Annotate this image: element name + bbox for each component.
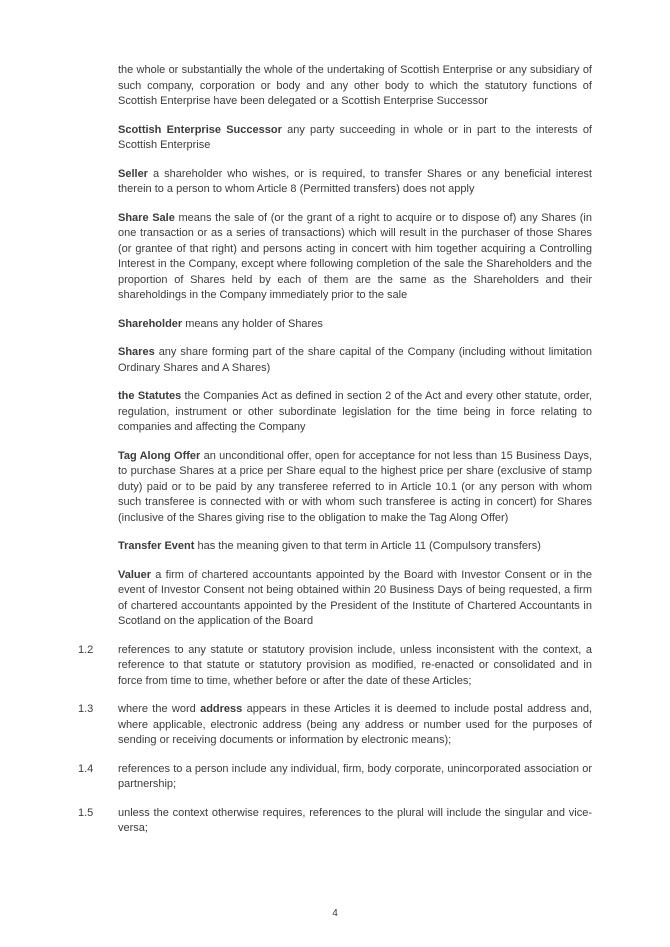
clause-text-segment: appears in these Articles it is deemed to include postal address and, where applicable, electronic address (being any address or number used for the purposes of sending or receiving documents or information by electronic means); [118, 703, 592, 746]
clause-number: 1.4 [78, 762, 94, 775]
definition-term: Tag Along Offer [118, 449, 201, 462]
page-footer [0, 908, 670, 919]
clause-1-4 [78, 762, 592, 793]
clause-number: 1.5 [78, 806, 94, 819]
definition-term: Shares [118, 346, 155, 358]
definition-text: a firm of chartered accountants appointed by the Board with Investor Consent or in the event of Investor Consent not being obtained within 20 Business Days of being requested, a firm of chartered accountants appointed by the President of the Institute of Chartered Accountants in Scotland on the application of the Board [118, 568, 592, 627]
clause-text [118, 806, 592, 837]
clause-bold-word: address [200, 703, 243, 715]
definition-the-statutes [118, 389, 592, 436]
definition-term: Transfer Event [118, 540, 195, 552]
definition-text: a shareholder who wishes, or is required, to transfer Shares or any beneficial interest therein to a person to whom Article 8 (Permitted transfers) does not apply [118, 167, 592, 195]
clause-number: 1.3 [78, 703, 94, 715]
definition-term: Valuer [118, 568, 152, 581]
definition-tag-along-offer [118, 449, 592, 527]
definition-term: Scottish Enterprise Successor [118, 123, 282, 136]
definition-shares [118, 345, 592, 376]
definition-term: Share Sale [118, 211, 175, 224]
clause-text-segment: references to any statute or statutory provision include, unless inconsistent with the context, a reference to that statute or statutory provision as modified, re-enacted or consolidated and in force from time to time, whether before or after the date of these Articles; [118, 643, 592, 687]
clause-1-2 [78, 643, 592, 690]
definition-text: any party succeeding in whole or in part to the interests of Scottish Enterprise [118, 123, 592, 151]
clause-text-segment: references to a person include any individual, firm, body corporate, unincorporated association or partnership; [118, 762, 592, 790]
clause-text-segment: where the word [118, 703, 201, 715]
definition-shareholder [118, 317, 592, 333]
clause-text [118, 643, 592, 690]
definition-text: the Companies Act as defined in section 2 of the Act and every other statute, order, regulation, instrument or other subordinate legislation for the time being in force relating to companies and affecting the Company [118, 390, 592, 433]
definition-seller [118, 167, 592, 198]
definition-continuation-paragraph [118, 63, 592, 110]
definition-term: Seller [118, 167, 148, 180]
definition-valuer [118, 568, 592, 630]
definition-text: an unconditional offer, open for acceptance for not less than 15 Business Days, to purchase Shares at a price per Share equal to the highest price per share (exclusive of stamp duty) paid or to be paid by any transferee referred to in Article 10.1 (or any person with whom such transferee is connected with or with whom such transferee is acting in concert) for Shares (inclusive of the Shares giving rise to the obligation to make the Tag Along Offer) [118, 449, 593, 524]
clause-text [118, 702, 592, 749]
definition-transfer-event [118, 539, 592, 555]
clause-text [118, 762, 592, 793]
definition-text: has the meaning given to that term in Article 11 (Compulsory transfers) [197, 540, 541, 552]
clause-text-segment: unless the context otherwise requires, references to the plural will include the singular and vice-versa; [118, 806, 592, 834]
page-number: 4 [332, 908, 338, 919]
clause-1-5 [78, 806, 592, 837]
definition-text: any share forming part of the share capital of the Company (including without limitation Ordinary Shares and A Shares) [118, 346, 592, 374]
clause-number: 1.2 [78, 643, 94, 656]
definition-text: means the sale of (or the grant of a right to acquire or to dispose of) any Shares (in one transaction or as a series of transactions) which will result in the purchaser of those Shares (or grantee of that right) and persons acting in concert with him together acquiring a Controlling Interest in the Company, except where following completion of the sale the Shareholders and the proportion of Shares held by each of them are the same as the Shareholders and their shareholdings in the Company immediately prior to the sale [118, 211, 592, 301]
definition-text: means any holder of Shares [185, 317, 323, 330]
page-content [78, 63, 592, 850]
definition-term: Shareholder [118, 317, 183, 330]
definition-term: the Statutes [118, 390, 182, 402]
definition-share-sale [118, 211, 592, 304]
definition-text: the whole or substantially the whole of the undertaking of Scottish Enterprise or any subsidiary of such company, corporation or body and any other body to which the statutory functions of Scottish Enterprise have been delegated or a Scottish Enterprise Successor [118, 64, 592, 107]
definition-scottish-enterprise-successor [118, 123, 592, 154]
clause-1-3 [78, 702, 592, 749]
